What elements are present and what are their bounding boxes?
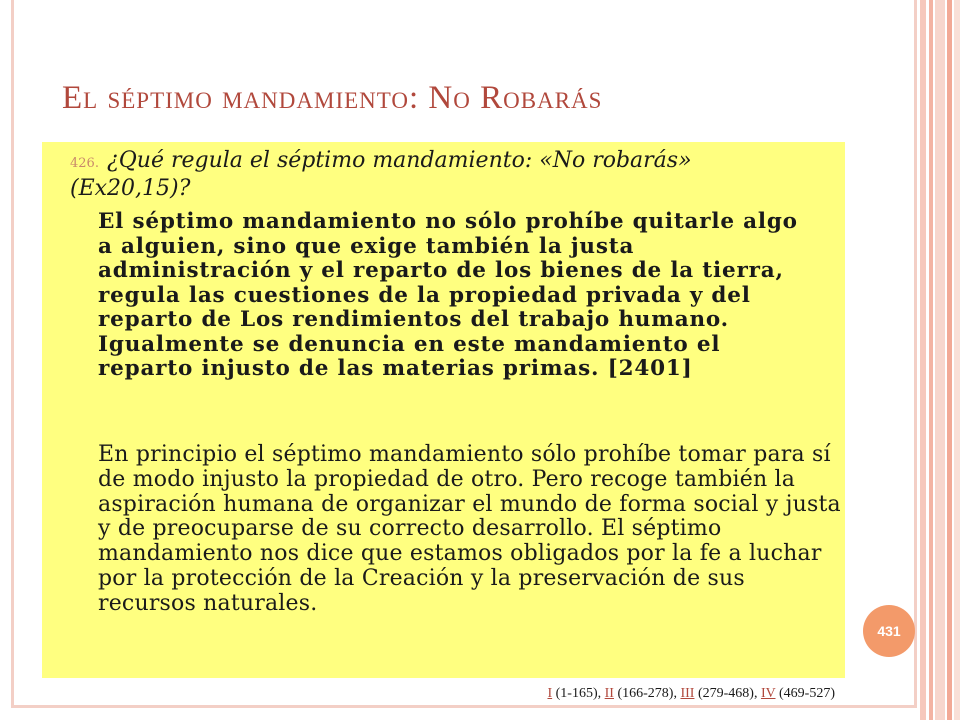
- footer-link-iv[interactable]: IV: [760, 686, 776, 701]
- body-paragraph: En principio el séptimo mandamiento sólo prohíbe tomar para sí de modo injusto la propiedad de otro. Pero recoge también la aspiración humana de organizar el mundo de forma social y justa y de preocuparse de su correcto desarrollo. El séptimo mandamiento nos dice que estamos obligados por la fe a luchar por la protección de la Creación y la preservación de sus recursos naturales.: [98, 442, 841, 616]
- question: [70, 148, 810, 201]
- footer-range-iii: (279-468),: [697, 686, 758, 701]
- question-number: 426.: [70, 156, 99, 171]
- page-title: El séptimo mandamiento: No Robarás: [62, 80, 603, 116]
- footer-range-i: (1-165),: [555, 686, 602, 701]
- footer-link-iii[interactable]: III: [680, 686, 695, 701]
- answer-text: El séptimo mandamiento no sólo prohíbe quitarle algo a alguien, sino que exige también la justa administración y el reparto de los bienes de la tierra, regula las cuestiones de la propiedad privada y del reparto de Los rendimientos del trabajo humano. Igualmente se denuncia en este mandamiento el reparto injusto de las materias primas. [2401]: [98, 209, 798, 381]
- footer-link-i[interactable]: I: [547, 686, 553, 701]
- footer-links: [547, 686, 835, 702]
- decorative-stripes: [920, 0, 960, 720]
- footer-range-iv: (469-527): [779, 686, 835, 701]
- footer-range-ii: (166-278),: [617, 686, 677, 701]
- footer-link-ii[interactable]: II: [604, 686, 614, 701]
- page-number: 431: [877, 623, 901, 639]
- content-box: [42, 142, 845, 678]
- page-number-badge: [863, 605, 915, 657]
- question-text: ¿Qué regula el séptimo mandamiento: «No robarás» (Ex20,15)?: [70, 148, 692, 201]
